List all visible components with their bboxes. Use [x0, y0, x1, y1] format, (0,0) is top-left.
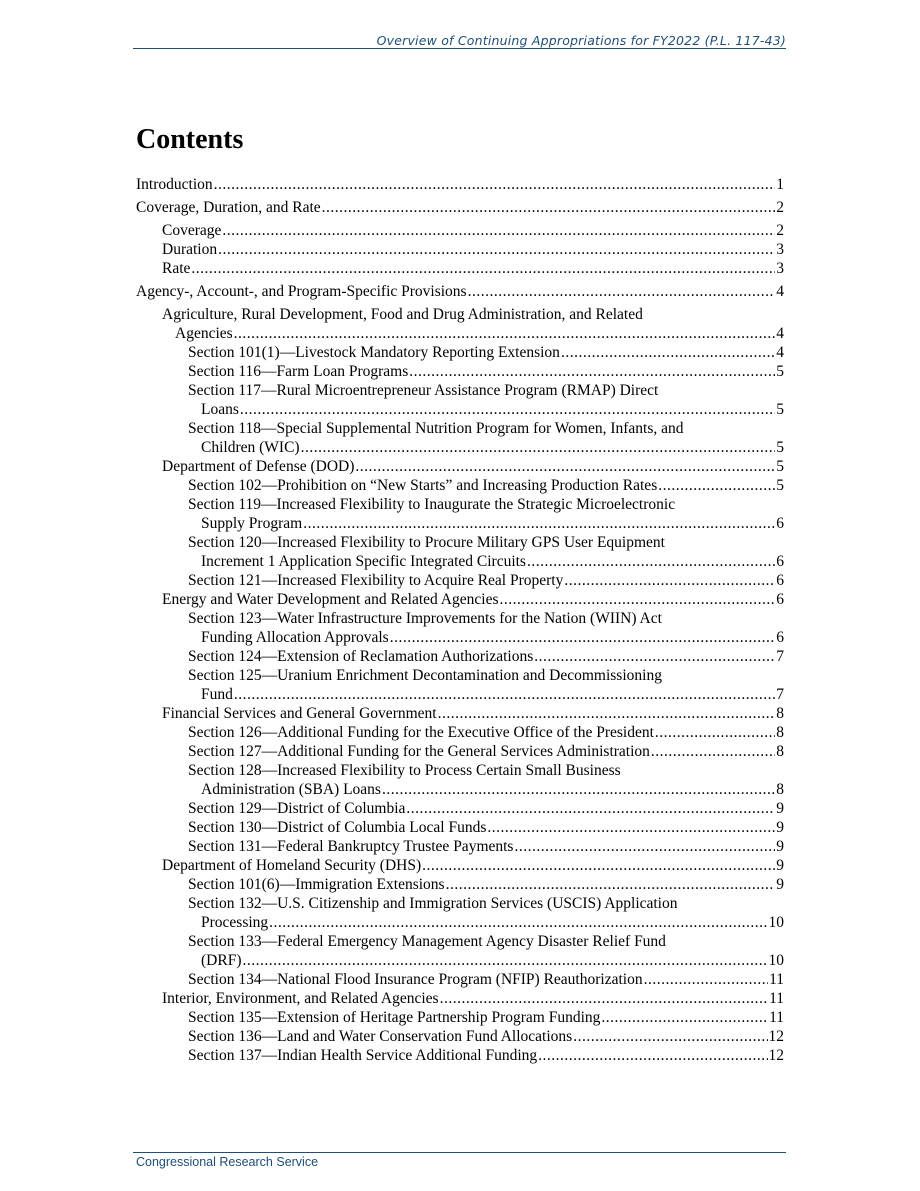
toc-entry-text: Section 101(1)—Livestock Mandatory Reporting Extension: [188, 344, 560, 361]
toc-page-number: 3: [776, 260, 784, 277]
toc-page-number: 8: [776, 743, 784, 760]
toc-entry-text: Section 116—Farm Loan Programs: [188, 363, 409, 380]
toc-page-number: 4: [776, 325, 784, 342]
dot-leader: [234, 685, 775, 704]
toc-entry-text: Section 130—District of Columbia Local Funds: [188, 819, 487, 836]
toc-entry[interactable]: [136, 457, 784, 476]
toc-page-number: 3: [776, 241, 784, 258]
toc-entry-text: Section 135—Extension of Heritage Partnership Program Funding: [188, 1009, 601, 1026]
toc-entry[interactable]: [136, 894, 784, 932]
toc-entry-text: Section 102—Prohibition on “New Starts” and Increasing Production Rates: [188, 477, 658, 494]
toc-entry-text-line1: Section 125—Uranium Enrichment Decontamination and Decommissioning: [188, 667, 662, 684]
toc-entry-text: Funding Allocation Approvals: [201, 629, 389, 646]
toc-entry[interactable]: [136, 198, 784, 217]
toc-entry-text: Department of Defense (DOD): [162, 458, 355, 475]
dot-leader: [242, 951, 767, 970]
dot-leader: [658, 476, 775, 495]
page-title: Contents: [136, 124, 244, 155]
dot-leader: [527, 552, 775, 571]
toc-entry-text: Interior, Environment, and Related Agencies: [162, 990, 439, 1007]
toc-entry-text-line1: Section 123—Water Infrastructure Improvements for the Nation (WIIN) Act: [188, 610, 662, 627]
toc-page-number: 6: [776, 629, 784, 646]
toc-entry-text: Section 124—Extension of Reclamation Authorizations: [188, 648, 534, 665]
toc-page-number: 7: [776, 648, 784, 665]
toc-page-number: 8: [776, 724, 784, 741]
toc-entry-text: Energy and Water Development and Related Agencies: [162, 591, 499, 608]
toc-entry-text: Section 129—District of Columbia: [188, 800, 406, 817]
toc-page-number: 10: [768, 952, 784, 969]
toc-entry[interactable]: [136, 362, 784, 381]
toc-entry-text-line1: Section 128—Increased Flexibility to Process Certain Small Business: [188, 762, 621, 779]
dot-leader: [406, 799, 775, 818]
dot-leader: [438, 704, 775, 723]
dot-leader: [573, 1027, 767, 1046]
toc-entry[interactable]: [136, 175, 784, 194]
toc-entry[interactable]: [136, 1027, 784, 1046]
toc-entry-text: (DRF): [201, 952, 242, 969]
toc-page-number: 7: [776, 686, 784, 703]
toc-page-number: 5: [776, 439, 784, 456]
dot-leader: [446, 875, 775, 894]
dot-leader: [355, 457, 775, 476]
dot-leader: [390, 628, 775, 647]
toc-page-number: 4: [776, 283, 784, 300]
toc-page-number: 2: [776, 222, 784, 239]
toc-page-number: 6: [776, 572, 784, 589]
toc-entry-text: Section 137—Indian Health Service Additional Funding: [188, 1047, 538, 1064]
toc-entry-text: Rate: [162, 260, 191, 277]
toc-entry-text: Section 136—Land and Water Conservation Fund Allocations: [188, 1028, 573, 1045]
header-rule: [133, 48, 786, 49]
dot-leader: [499, 590, 775, 609]
dot-leader: [468, 282, 775, 301]
dot-leader: [655, 723, 775, 742]
toc-page-number: 6: [776, 591, 784, 608]
toc-entry[interactable]: [136, 221, 784, 240]
toc-page-number: 9: [776, 876, 784, 893]
dot-leader: [601, 1008, 768, 1027]
toc-entry[interactable]: [136, 970, 784, 989]
dot-leader: [191, 259, 775, 278]
toc-entry-text: Agency-, Account-, and Program-Specific Provisions: [136, 283, 467, 300]
toc-entry-text: Section 126—Additional Funding for the Executive Office of the President: [188, 724, 654, 741]
toc-entry[interactable]: [136, 240, 784, 259]
toc-page-number: 11: [769, 990, 784, 1007]
toc-entry[interactable]: [136, 495, 784, 533]
toc-entry-text: Section 127—Additional Funding for the General Services Administration: [188, 743, 650, 760]
toc-page-number: 10: [768, 914, 784, 931]
dot-leader: [222, 221, 775, 240]
toc-entry[interactable]: [136, 533, 784, 571]
dot-leader: [240, 400, 775, 419]
toc-entry-text: Supply Program: [201, 515, 303, 532]
toc-page-number: 1: [776, 176, 784, 193]
toc-entry[interactable]: [136, 837, 784, 856]
toc-page-number: 12: [768, 1028, 784, 1045]
toc-page-number: 8: [776, 781, 784, 798]
toc-entry[interactable]: [136, 1008, 784, 1027]
running-header: Overview of Continuing Appropriations for FY2022 (P.L. 117-43): [376, 33, 786, 48]
toc-page-number: 4: [776, 344, 784, 361]
toc-entry[interactable]: [136, 343, 784, 362]
toc-page-number: 9: [776, 857, 784, 874]
toc-entry[interactable]: [136, 282, 784, 301]
dot-leader: [269, 913, 767, 932]
toc-entry-text-line1: Section 133—Federal Emergency Management Agency Disaster Relief Fund: [188, 933, 666, 950]
footer-source: Congressional Research Service: [136, 1155, 319, 1169]
toc-entry[interactable]: [136, 666, 784, 704]
toc-entry[interactable]: [136, 989, 784, 1008]
toc-page-number: 6: [776, 553, 784, 570]
toc-page-number: 9: [776, 838, 784, 855]
toc-entry-text: Section 101(6)—Immigration Extensions: [188, 876, 445, 893]
toc-entry-text: Loans: [201, 401, 239, 418]
toc-entry[interactable]: [136, 875, 784, 894]
toc-page-number: 5: [776, 363, 784, 380]
toc-page-number: 8: [776, 705, 784, 722]
toc-entry[interactable]: [136, 1046, 784, 1065]
toc-page-number: 9: [776, 819, 784, 836]
toc-entry[interactable]: [136, 381, 784, 419]
dot-leader: [514, 837, 775, 856]
toc-entry[interactable]: [136, 856, 784, 875]
toc-entry[interactable]: [136, 932, 784, 970]
toc-entry[interactable]: [136, 305, 784, 343]
toc-entry-text-line1: Section 119—Increased Flexibility to Inaugurate the Strategic Microelectronic: [188, 496, 676, 513]
dot-leader: [218, 240, 775, 259]
toc-entry[interactable]: [136, 476, 784, 495]
toc-entry[interactable]: [136, 818, 784, 837]
toc-entry-text-line1: Section 118—Special Supplemental Nutrition Program for Women, Infants, and: [188, 420, 684, 437]
toc-entry-text-line1: Section 117—Rural Microentrepreneur Assistance Program (RMAP) Direct: [188, 382, 659, 399]
dot-leader: [382, 780, 775, 799]
toc-entry-text: Processing: [201, 914, 269, 931]
toc-entry[interactable]: [136, 704, 784, 723]
toc-entry[interactable]: [136, 742, 784, 761]
dot-leader: [440, 989, 768, 1008]
toc-entry[interactable]: [136, 419, 784, 457]
toc-entry[interactable]: [136, 259, 784, 278]
toc-page-number: 9: [776, 800, 784, 817]
toc-page-number: 5: [776, 401, 784, 418]
toc-entry-text: Introduction: [136, 176, 213, 193]
toc-entry-text: Agencies: [175, 325, 233, 342]
toc-entry-text: Administration (SBA) Loans: [201, 781, 381, 798]
dot-leader: [422, 856, 775, 875]
toc-entry[interactable]: [136, 799, 784, 818]
toc-entry-text: Coverage, Duration, and Rate: [136, 199, 321, 216]
toc-entry-text-line1: Section 120—Increased Flexibility to Procure Military GPS User Equipment: [188, 534, 665, 551]
toc-entry-text: Section 121—Increased Flexibility to Acquire Real Property: [188, 572, 564, 589]
dot-leader: [487, 818, 775, 837]
toc-entry-text-line1: Section 132—U.S. Citizenship and Immigration Services (USCIS) Application: [188, 895, 678, 912]
dot-leader: [322, 198, 775, 217]
toc-entry-text: Fund: [201, 686, 233, 703]
toc-entry-text: Department of Homeland Security (DHS): [162, 857, 422, 874]
dot-leader: [234, 324, 775, 343]
dot-leader: [651, 742, 775, 761]
table-of-contents: [136, 172, 784, 1065]
toc-page-number: 12: [768, 1047, 784, 1064]
toc-page-number: 11: [769, 1009, 784, 1026]
toc-page-number: 6: [776, 515, 784, 532]
toc-entry-text: Section 134—National Flood Insurance Program (NFIP) Reauthorization: [188, 971, 643, 988]
toc-entry[interactable]: [136, 723, 784, 742]
toc-entry-text: Increment 1 Application Specific Integrated Circuits: [201, 553, 526, 570]
dot-leader: [561, 343, 775, 362]
toc-entry[interactable]: [136, 647, 784, 666]
toc-entry-text: Duration: [162, 241, 218, 258]
dot-leader: [534, 647, 775, 666]
toc-entry-text: Financial Services and General Government: [162, 705, 437, 722]
toc-entry-text: Coverage: [162, 222, 222, 239]
toc-entry[interactable]: [136, 761, 784, 799]
dot-leader: [214, 175, 775, 194]
dot-leader: [644, 970, 768, 989]
dot-leader: [538, 1046, 767, 1065]
footer-rule: [133, 1152, 786, 1153]
toc-page-number: 5: [776, 477, 784, 494]
toc-entry-text-line1: Agriculture, Rural Development, Food and Drug Administration, and Related: [162, 306, 643, 323]
toc-page-number: 5: [776, 458, 784, 475]
toc-page-number: 2: [776, 199, 784, 216]
dot-leader: [409, 362, 775, 381]
dot-leader: [564, 571, 775, 590]
toc-entry[interactable]: [136, 609, 784, 647]
toc-entry[interactable]: [136, 571, 784, 590]
toc-entry-text: Section 131—Federal Bankruptcy Trustee Payments: [188, 838, 514, 855]
dot-leader: [303, 514, 775, 533]
toc-page-number: 11: [769, 971, 784, 988]
toc-entry-text: Children (WIC): [201, 439, 300, 456]
toc-entry[interactable]: [136, 590, 784, 609]
dot-leader: [301, 438, 775, 457]
